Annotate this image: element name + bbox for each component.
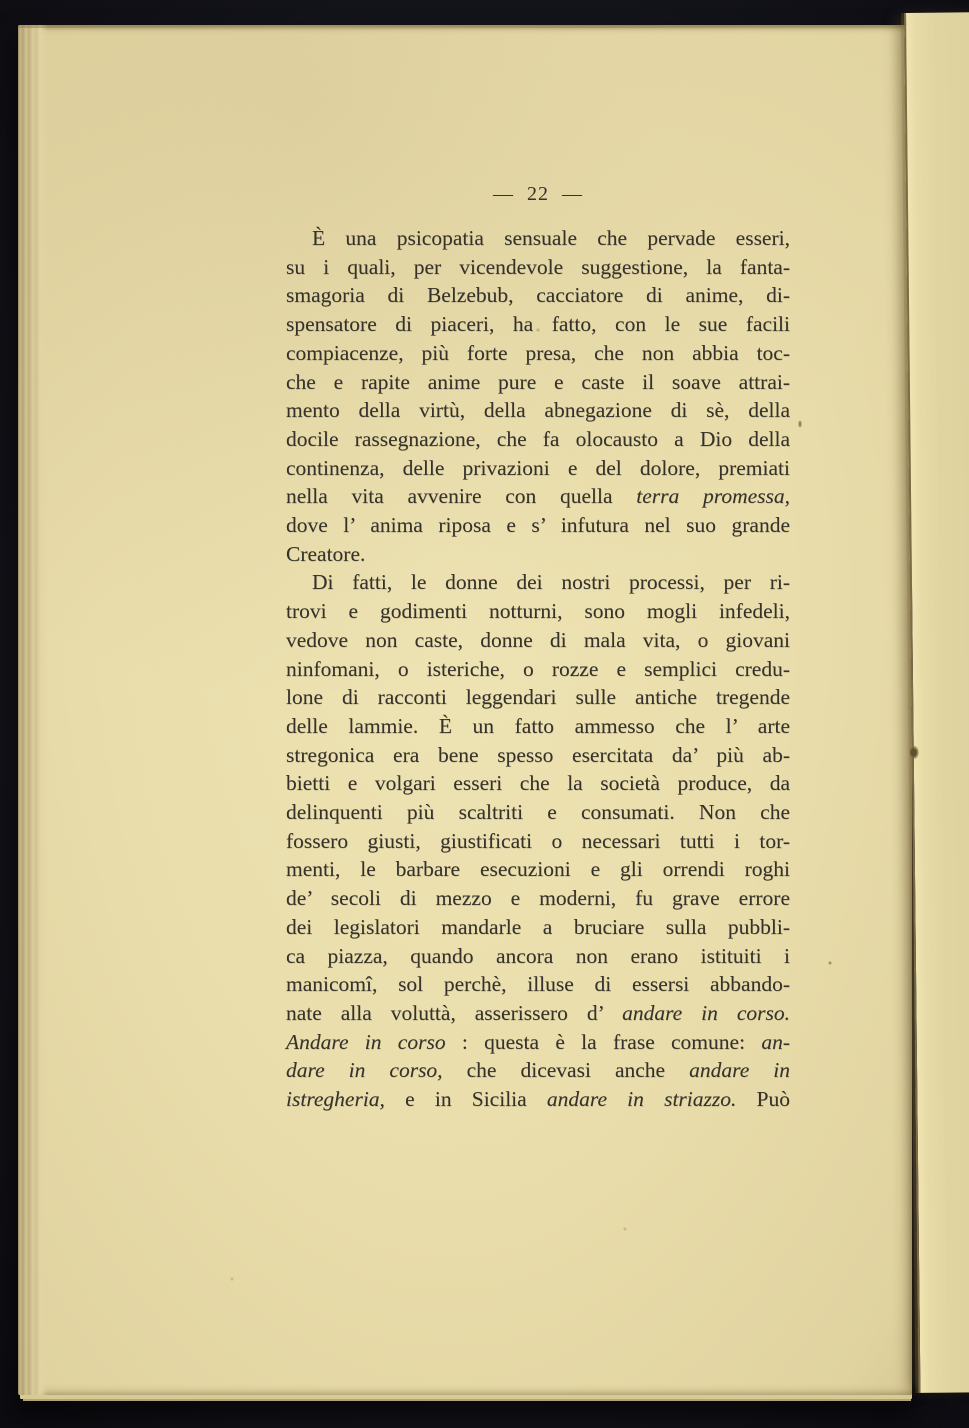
text-segment: : questa è la frase comune: xyxy=(445,1029,762,1054)
text-line xyxy=(286,855,790,884)
text-segment: stregonica era bene spesso esercitata da’ più ab- xyxy=(286,742,790,767)
text-segment: continenza, delle privazioni e del dolore, premiati xyxy=(286,455,790,480)
text-line xyxy=(286,884,790,913)
text-line xyxy=(286,281,790,310)
text-line xyxy=(286,827,790,856)
text-line xyxy=(286,712,790,741)
text-line xyxy=(286,741,790,770)
text-segment: de’ secoli di mezzo e moderni, fu grave errore xyxy=(286,886,790,911)
text-line xyxy=(286,396,790,425)
text-segment: docile rassegnazione, che fa olocausto a Dio della xyxy=(286,426,790,451)
italic-text: istregheria, xyxy=(286,1087,385,1112)
text-segment: menti, le barbare esecuzioni e gli orrendi roghi xyxy=(286,857,790,882)
text-segment: spensatore di piaceri, ha fatto, con le sue facili xyxy=(286,312,790,337)
book-page xyxy=(18,25,912,1395)
text-line xyxy=(286,310,790,339)
italic-text: terra promessa, xyxy=(636,484,791,509)
text-line xyxy=(286,224,790,253)
text-line xyxy=(286,253,790,282)
text-line xyxy=(286,970,790,999)
italic-text: dare in corso, xyxy=(286,1058,443,1083)
text-segment: dei legislatori mandarle a bruciare sulla pubbli- xyxy=(286,914,790,939)
text-segment: ninfomani, o isteriche, o rozze e semplici credu- xyxy=(286,656,790,681)
text-segment: fossero giusti, giustificati o necessari tutti i tor- xyxy=(286,828,790,853)
italic-text: andare in corso. xyxy=(622,1000,790,1025)
italic-text: an- xyxy=(761,1029,791,1054)
text-line xyxy=(286,913,790,942)
text-block xyxy=(286,224,790,1114)
text-line xyxy=(286,655,790,684)
text-line xyxy=(286,339,790,368)
text-line xyxy=(286,999,790,1028)
text-segment: vedove non caste, donne di mala vita, o giovani xyxy=(286,627,790,652)
text-segment: nate alla voluttà, asserissero d’ xyxy=(286,1000,623,1025)
text-line xyxy=(286,540,790,569)
text-line xyxy=(286,626,790,655)
text-line xyxy=(286,511,790,540)
text-segment: È una psicopatia sensuale che pervade esseri, xyxy=(312,226,790,250)
text-segment: nella vita avvenire con quella xyxy=(286,484,637,509)
page-number: — 22 — xyxy=(493,183,583,205)
text-line xyxy=(286,769,790,798)
text-line xyxy=(286,683,790,712)
text-segment: e in Sicilia xyxy=(384,1087,547,1112)
text-line xyxy=(286,597,790,626)
text-line xyxy=(286,568,790,597)
text-line xyxy=(286,482,790,511)
text-segment: smagoria di Belzebub, cacciatore di anime, di- xyxy=(286,283,790,308)
text-line xyxy=(286,1028,790,1057)
text-segment: delinquenti più scaltriti e consumati. Non che xyxy=(286,800,790,825)
text-segment: ca piazza, quando ancora non erano istituiti i xyxy=(286,943,790,968)
text-segment: bietti e volgari esseri che la società produce, da xyxy=(286,771,790,796)
text-line xyxy=(286,368,790,397)
adjacent-page-edge xyxy=(904,12,969,1393)
text-segment: manicomî, sol perchè, illuse di essersi abbando- xyxy=(286,972,790,997)
text-segment: compiacenze, più forte presa, che non abbia toc- xyxy=(286,340,790,365)
page-edge-mark xyxy=(910,746,919,759)
text-line xyxy=(286,1056,790,1085)
text-line xyxy=(286,454,790,483)
italic-text: Andare in corso xyxy=(286,1029,446,1054)
text-segment: su i quali, per vicendevole suggestione, la fanta- xyxy=(286,254,790,279)
text-line xyxy=(286,1085,790,1114)
text-segment: mento della virtù, della abnegazione di sè, della xyxy=(286,398,790,423)
text-segment: che dicevasi anche xyxy=(442,1058,690,1083)
text-segment: Creatore. xyxy=(286,541,366,566)
italic-text: andare in striazzo. xyxy=(546,1087,737,1112)
text-segment: Può xyxy=(736,1087,791,1112)
text-line xyxy=(286,798,790,827)
text-line xyxy=(286,425,790,454)
text-segment: dove l’ anima riposa e s’ infutura nel suo grande xyxy=(286,513,790,538)
text-segment: che e rapite anime pure e caste il soave attrai- xyxy=(286,369,790,394)
text-line xyxy=(286,942,790,971)
text-segment: Di fatti, le donne dei nostri processi, per ri- xyxy=(312,570,790,595)
text-segment: delle lammie. È un fatto ammesso che l’ arte xyxy=(286,713,790,738)
italic-text: andare in xyxy=(689,1058,790,1083)
text-segment: trovi e godimenti notturni, sono mogli infedeli, xyxy=(286,599,790,624)
text-segment: lone di racconti leggendari sulle antiche tregende xyxy=(286,685,790,710)
